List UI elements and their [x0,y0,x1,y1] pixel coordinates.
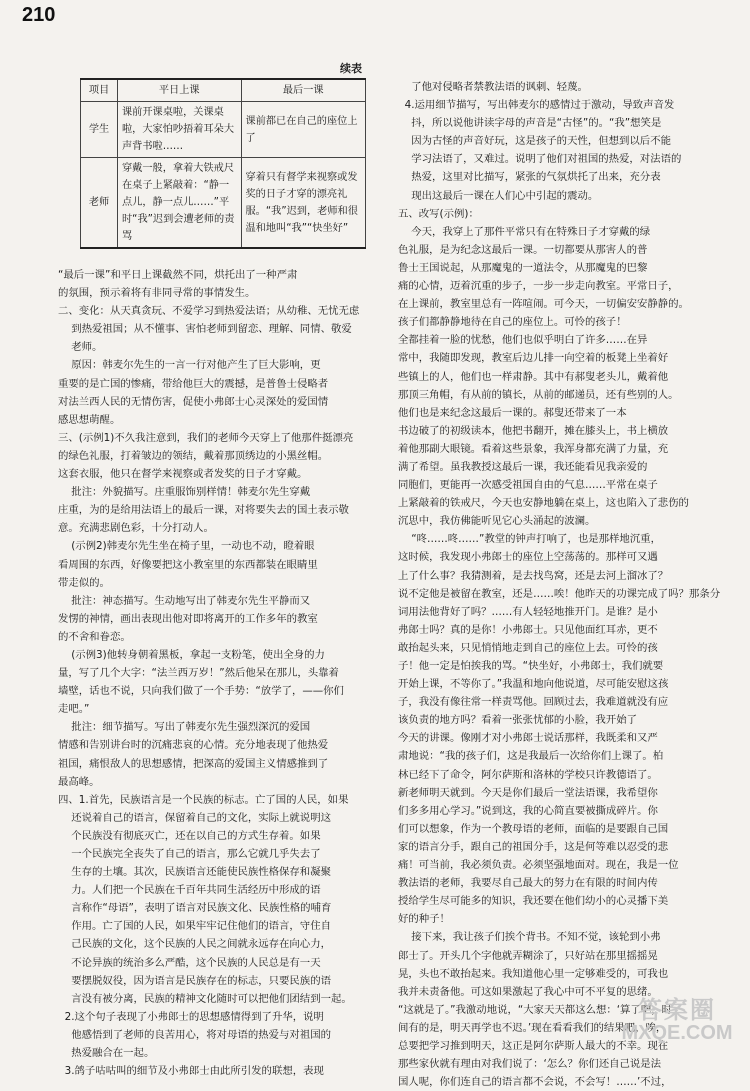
text-line: 己民族的文化，这个民族的人民之间就永远存在向心力， [58,938,331,951]
text-line: 说不定他是被留在教室，还是……唉！他昨天的功课完成了吗？那条分 [398,587,721,600]
text-line: “最后一课”和平日上课截然不同，烘托出了一种严肃 [58,269,298,281]
text-line: 带走似的。 [58,576,110,589]
table-row [81,158,366,249]
text-line: 墙壁，话也不说，只向我们做了一个手势：“放学了，——你们 [58,685,344,698]
text-line: 上紧敲着的铁戒尺，今天也安静地躺在桌上，这也陷入了悲伤的 [398,497,689,510]
watermark-logo: 答案圈 [638,997,716,1024]
table-cell-normal: 课前开课桌啦，关课桌啦，大家怕吵捂着耳朵大声背书啦…… [118,102,242,158]
text-line: 二、变化：从天真贪玩、不爱学习到热爱法语；从幼稚、无忧无虑 [58,305,360,318]
text-line: 接下来，我让孩子们挨个背书。不知不觉，该轮到小弗 [398,931,661,944]
text-line: 敢抬起头来，只见悄悄地走到自己的座位上去。可怜的孩 [398,641,658,654]
text-line: 授给学生尽可能多的知识，我还要在他们幼小的心灵播下美 [398,895,669,908]
text-line: 总要把学习推到明天，这正是阿尔萨斯人最大的不幸。现在 [398,1039,669,1052]
text-line: 着他那副大眼镜。看着这些景象，我浑身都充满了力量，充 [398,442,669,455]
text-line: 的不舍和眷恋。 [58,630,131,643]
text-line: 因为古怪的声音好玩，这是孩子的天性，但想到以后不能 [398,135,671,148]
right-column [398,78,734,1091]
text-line: 热爱，这里对比描写，紧张的气氛烘托了出来，充分表 [398,171,661,184]
text-line: 沉思中，我仿佛能听见它心头涌起的波澜。 [398,515,596,528]
text-line: 对法兰西人民的无情伤害，促使小弗郎士心灵深处的爱国情 [58,395,329,408]
table-row-label: 老师 [81,158,118,249]
text-line: 新老师明天就到。今天是你们最后一堂法语课，我希望你 [398,786,658,799]
text-line: 3.鸽子咕咕叫的细节及小弗郎士由此所引发的联想，表现 [58,1065,324,1078]
text-line: 子，我没有像往常一样责骂他。回顾过去，我难道就没有应 [398,696,669,709]
text-line: 庄重，为的是给用法语上的最后一课，对将要失去的国土表示敬 [58,504,349,517]
text-line: 言没有被分离，民族的精神文化随时可以把他们团结到一起。 [58,992,352,1005]
text-line: 现出这最后一课在人们心中引起的震动。 [398,189,599,202]
text-line: (示例3)他转身朝着黑板，拿起一支粉笔，使出全身的力 [58,648,325,661]
text-line: 在上课前，教室里总有一阵喧闹。可今天，一切偏安安静静的。 [398,298,689,311]
text-line: 一个民族完全丧失了自己的语言，那么它就几乎失去了 [58,848,321,860]
table-row-label: 学生 [81,102,118,158]
text-line: 满了希望。虽我教授这最后一课，我还能看见我亲爱的 [398,460,648,473]
text-line: 间有的是，明天再学也不迟。’现在看看我们的结果吧，唉， [398,1021,667,1034]
text-line: 了他对侵略者禁教法语的讽刺、轻蔑。 [398,81,588,93]
text-line: 那些家伙就有理由对我们说了：‘怎么？你们还自己说是法 [398,1058,662,1071]
text-line: 这时候，我发现小弗郎士的座位上空荡荡的。那样可又遇 [398,551,658,564]
text-line: 今天，我穿上了那件平常只有在特殊日子才穿戴的绿 [398,225,651,238]
text-line: 批注：细节描写。写出了韩麦尔先生强烈深沉的爱国 [58,721,311,734]
text-line: 还说着自己的语言，保留着自己的文化，实际上就说明这 [58,811,331,824]
text-line: 好的种子！ [398,913,450,926]
comparison-table [80,78,366,249]
text-line: 孩子们都静静地待在自己的座位上。可怜的孩子！ [398,316,627,329]
text-line: 今天的讲课。像刚才对小弗郎士说话那样，我既柔和又严 [398,732,658,745]
text-line: 意。充满悲剧色彩，十分打动人。 [58,522,214,535]
text-line: 国人呢，你们连自己的语言都不会说，不会写！……’不过， [398,1076,672,1089]
left-column [58,266,390,1080]
text-line: 到热爱祖国；从不懂事、害怕老师到留恋、理解、同情、敬爱 [58,323,352,336]
watermark [612,997,742,1044]
text-line: 子！他一定是怕挨我的骂。“快坐好，小弗郎士，我们就要 [398,660,664,672]
text-line: 词用法他背好了吗？……有人轻轻地推开门。是谁？是小 [398,605,658,618]
text-line: 这套衣服，他只在督学来视察或者发奖的日子才穿戴。 [58,468,308,481]
text-line: 热爱融合在一起。 [58,1047,155,1060]
text-line: “这就是了。”我激动地说，“大家天天都这么想：‘算了吧，时 [398,1003,673,1016]
table-header-item: 项目 [81,79,118,102]
text-line: 老师。 [58,341,103,354]
text-line: 的绿色礼服，打着皱边的领结，戴着那顶绣边的小黑丝帽。 [58,449,329,462]
text-line: 2.这个句子表现了小弗郎士的思想感情得到了升华，说明 [58,1010,324,1023]
text-line: 他感悟到了老师的良苦用心，将对母语的热爱与对祖国的 [58,1028,331,1041]
table-cell-last: 穿着只有督学来视察或发奖的日子才穿的漂亮礼服。“我”迟到，老师和很温和地叫“我”“快坐好” [241,158,366,249]
text-line: 晃，头也不敢抬起来。我知道他心里一定够难受的，可我也 [398,967,669,980]
text-line: 走吧。” [58,703,90,716]
text-line: 批注：外貌描写。庄重服饰别样情！韩麦尔先生穿戴 [58,486,311,499]
text-line: 开始上课，不等你了。”我温和地向他说道，尽可能安慰这孩 [398,678,669,691]
text-line: 批注：神态描写。生动地写出了韩麦尔先生平静而又 [58,594,311,607]
text-line: 家的语言分手，跟自己的祖国分手，这是何等难以忍受的悲 [398,840,669,853]
text-line: 那顶三角帽，有从前的镇长，从前的邮递员，还有些别的人。 [398,388,679,401]
text-line: 言称作“母语”，表明了语言对民族文化、民族性格的哺育 [58,902,332,915]
page-number: 210 [22,4,56,26]
text-line: 作用。亡了国的人民，如果牢牢记住他们的语言，守住自 [58,920,331,933]
text-line: 林已经下了命令，阿尔萨斯和洛林的学校只许教德语了。 [398,768,658,781]
text-line: 个民族没有彻底灭亡，还在以自己的方式生存着。如果 [58,829,321,842]
text-line: 原因：韩麦尔先生的一言一行对他产生了巨大影响，更 [58,359,321,372]
text-line: 同胞们，更能再一次感受祖国自由的气息……平常在桌子 [398,479,658,492]
text-line: 弗郎士吗？真的是你！小弗郎士。只见他面红耳赤，更不 [398,623,658,636]
text-line: 鲁士王国说起，从那魔鬼的一道法令，从那魔鬼的巴黎 [398,261,648,274]
text-line: (示例2)韩麦尔先生坐在椅子里，一动也不动，瞪着眼 [58,540,315,553]
text-line: 肃地说：“我的孩子们，这是我最后一次给你们上课了。柏 [398,750,664,763]
text-line: 学习法语了，又难过。说明了他们对祖国的热爱，对法语的 [398,153,682,166]
table-cell-last: 课前都已在自己的座位上了 [241,102,366,158]
text-line: 我并未责备他。可这如果激起了我心中可不平复的思绪。 [398,985,658,998]
text-line: 常中，我随即发现，教室后边儿排一向空着的板凳上坐着好 [398,352,669,365]
text-line: 三、(示例1)不久我注意到，我们的老师今天穿上了他那件挺漂亮 [58,431,354,444]
text-line: 郎士了。开头几个字他就弄糊涂了，只好站在那里摇摇晃 [398,949,658,962]
text-line: 看周围的东西，好像要把这小教室里的东西都装在眼睛里 [58,558,318,571]
text-line: 们多多用心学习。”说到这，我的心简直要被撕成碎片。你 [398,804,658,817]
table-row [81,102,366,158]
table-cell-normal: 穿戴一般，拿着大铁戒尺在桌子上紧敲着：“静一点儿，静一点儿……”平时“我”迟到会遭老师的责骂 [118,158,242,249]
text-line: 感思想萌醒。 [58,413,121,426]
text-line: “咚……咚……”教堂的钟声打响了，也是那样地沉重， [398,533,661,546]
table-header-last: 最后一课 [241,79,366,102]
text-line: 抖，所以说他讲读字母的声音是“古怪”的。“我”想笑是 [398,117,662,130]
text-line: 上了什么事？我猜测着，是去找鸟窝，还是去河上溜冰了？ [398,569,669,582]
text-line: 他们也是来纪念这最后一课的。郝叟还带来了一本 [398,406,627,419]
text-line: 力。人们把一个民族在千百年共同生活经历中形成的语 [58,884,321,897]
table-header-normal: 平日上课 [118,79,242,102]
text-line: 五、改写(示例)： [398,207,479,220]
text-line: 生存的土壤。其次，民族语言还能使民族性格保存和凝聚 [58,866,331,879]
table-caption: 续表 [340,62,362,75]
text-line: 全都挂着一脸的忧愁，他们也似乎明白了许多……在异 [398,334,648,347]
text-line: 祖国，痛恨敌人的思想感情，把深高的爱国主义情感推到了 [58,757,329,770]
text-line: 四、1.首先，民族语言是一个民族的标志。亡了国的人民，如果 [58,793,349,806]
text-line: 要摆脱奴役，因为语言是民族存在的标志，只要民族的语 [58,974,331,987]
text-line: 书边破了的初级读本，他把书翻开，摊在膝头上，书上横放 [398,424,669,437]
text-line: 情感和告别讲台时的沉痛悲哀的心情。充分地表现了他热爱 [58,739,329,752]
text-line: 们可以想象，作为一个教母语的老师，面临的是要跟自己国 [398,822,669,835]
table-header-row [81,79,366,102]
text-line: 发愣的神情，画出表现出他对即将离开的工作多年的教室 [58,612,318,625]
text-line: 最高峰。 [58,775,100,788]
text-line: 该负责的地方吗？看着一张张忧郁的小脸，我开始了 [398,714,637,727]
watermark-url: MXQE.COM [621,1022,733,1044]
text-line: 痛！可当前，我必须负责。必须坚强地面对。现在，我是一位 [398,859,679,872]
text-line: 教法语的老师，我要尽自己最大的努力在有限的时间内传 [398,877,658,890]
text-line: 的氛围，预示着将有非同寻常的事情发生。 [58,287,256,300]
text-line: 不论异族的统治多么严酷，这个民族的人民总是有一天 [58,956,321,969]
text-line: 重要的是亡国的惨痛，带给他巨大的震撼，是普鲁士侵略者 [58,377,329,390]
text-line: 色礼服，是为纪念这最后一课。一切都要从那害人的普 [398,243,648,256]
text-line: 些镇上的人，他们也一样肃静。其中有郝叟老头儿，戴着他 [398,370,669,383]
text-line: 4.运用细节描写，写出韩麦尔的感情过于激动，导致声音发 [398,99,675,112]
text-line: 量，写了几个大字：“法兰西万岁！”然后他呆在那儿，头靠着 [58,667,339,680]
text-line: 痛的心情，迈着沉重的步子，一步一步走向教室。平常日子， [398,280,679,293]
